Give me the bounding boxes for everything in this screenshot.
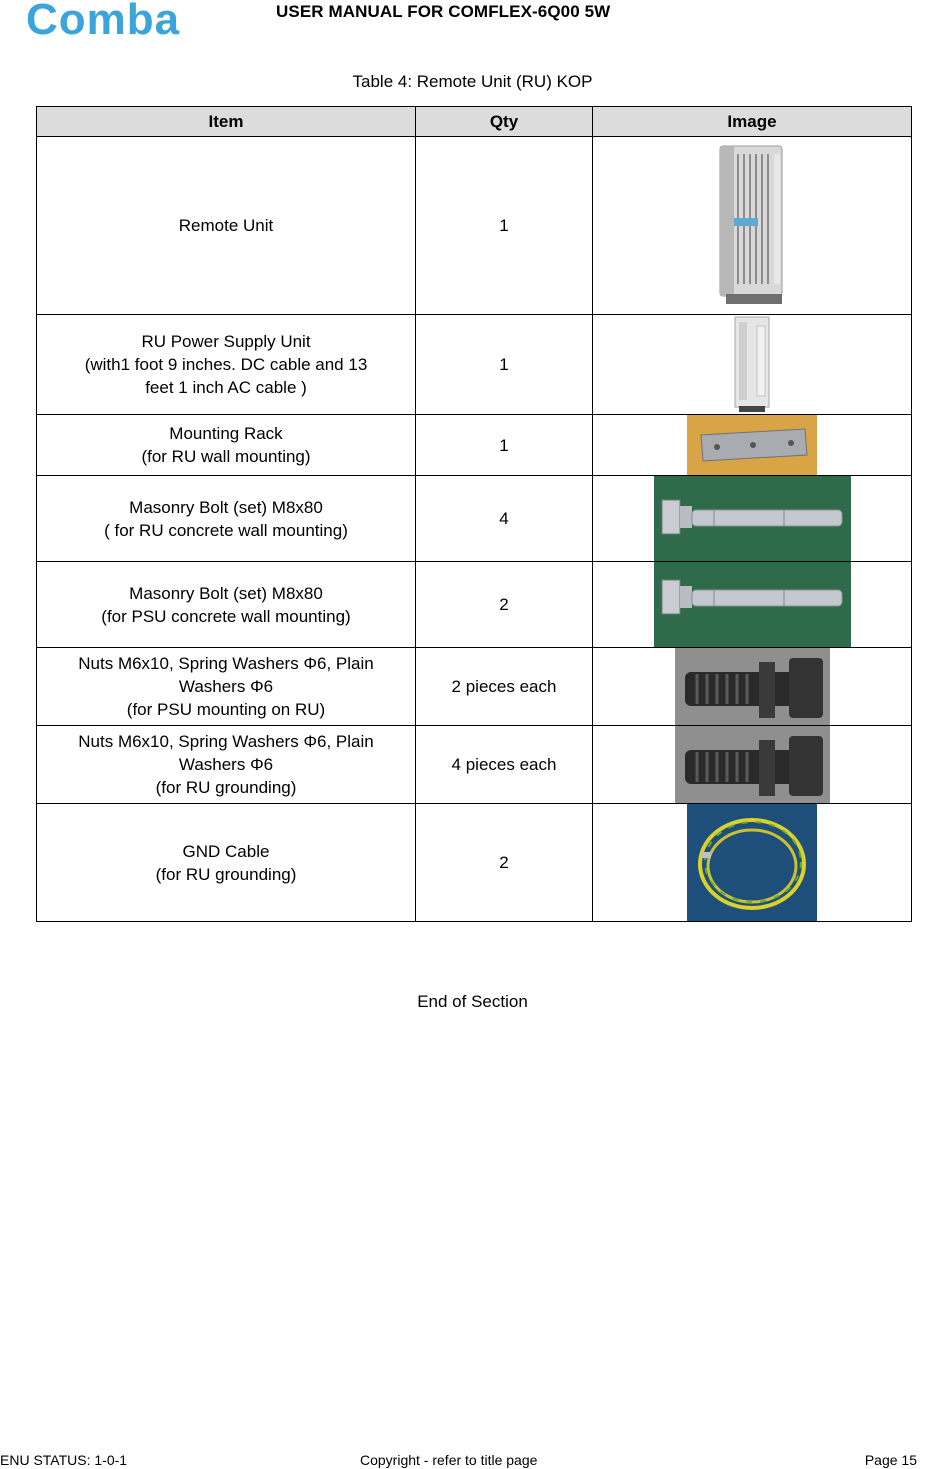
item-cell: Masonry Bolt (set) M8x80 (for PSU concrete wall mounting): [37, 562, 416, 648]
qty-cell: 4: [416, 476, 593, 562]
column-header-image: Image: [593, 107, 912, 137]
item-cell: RU Power Supply Unit (with1 foot 9 inches. DC cable and 13 feet 1 inch AC cable ): [37, 315, 416, 415]
image-cell: [593, 315, 912, 415]
bolt-nut-washer-image: [675, 648, 830, 725]
image-cell: [593, 415, 912, 476]
table-header-row: [37, 107, 912, 137]
item-cell: Remote Unit: [37, 137, 416, 315]
power-supply-unit-image: [733, 316, 771, 414]
qty-cell: 2 pieces each: [416, 648, 593, 726]
table-caption: Table 4: Remote Unit (RU) KOP: [352, 72, 593, 91]
table-row: [37, 726, 912, 804]
footer-copyright: Copyright - refer to title page: [360, 1452, 538, 1468]
image-cell: [593, 648, 912, 726]
qty-cell: 1: [416, 415, 593, 476]
svg-text:Comba: Comba: [26, 0, 181, 40]
table-row: [37, 648, 912, 726]
image-cell: [593, 476, 912, 562]
item-cell: Nuts M6x10, Spring Washers Φ6, Plain Washers Φ6 (for PSU mounting on RU): [37, 648, 416, 726]
end-of-section: End of Section: [417, 992, 528, 1011]
qty-cell: 2: [416, 562, 593, 648]
qty-cell: 1: [416, 137, 593, 315]
qty-cell: 1: [416, 315, 593, 415]
item-cell: Mounting Rack (for RU wall mounting): [37, 415, 416, 476]
qty-cell: 2: [416, 804, 593, 922]
column-header-item: Item: [37, 107, 416, 137]
table-row: [37, 315, 912, 415]
remote-unit-image: [716, 144, 788, 308]
column-header-qty: Qty: [416, 107, 593, 137]
image-cell: [593, 137, 912, 315]
table-row: [37, 476, 912, 562]
gnd-cable-image: [687, 804, 817, 921]
table-row: [37, 415, 912, 476]
comba-logo: [26, 0, 202, 40]
item-cell: Masonry Bolt (set) M8x80 ( for RU concrete wall mounting): [37, 476, 416, 562]
mounting-rack-image: [687, 415, 817, 475]
image-cell: [593, 726, 912, 804]
bolt-nut-washer-image: [675, 726, 830, 803]
footer-status: ENU STATUS: 1-0-1: [0, 1452, 128, 1468]
item-cell: GND Cable (for RU grounding): [37, 804, 416, 922]
image-cell: [593, 562, 912, 648]
table-row: [37, 137, 912, 315]
item-cell: Nuts M6x10, Spring Washers Φ6, Plain Washers Φ6 (for RU grounding): [37, 726, 416, 804]
image-cell: [593, 804, 912, 922]
table-row: [37, 562, 912, 648]
kop-table: [36, 106, 912, 922]
table-row: [37, 804, 912, 922]
masonry-bolt-image: [654, 476, 851, 561]
masonry-bolt-image: [654, 562, 851, 647]
document-title: USER MANUAL FOR COMFLEX-6Q00 5W: [276, 2, 611, 21]
qty-cell: 4 pieces each: [416, 726, 593, 804]
footer-page-number: Page 15: [864, 1452, 917, 1468]
